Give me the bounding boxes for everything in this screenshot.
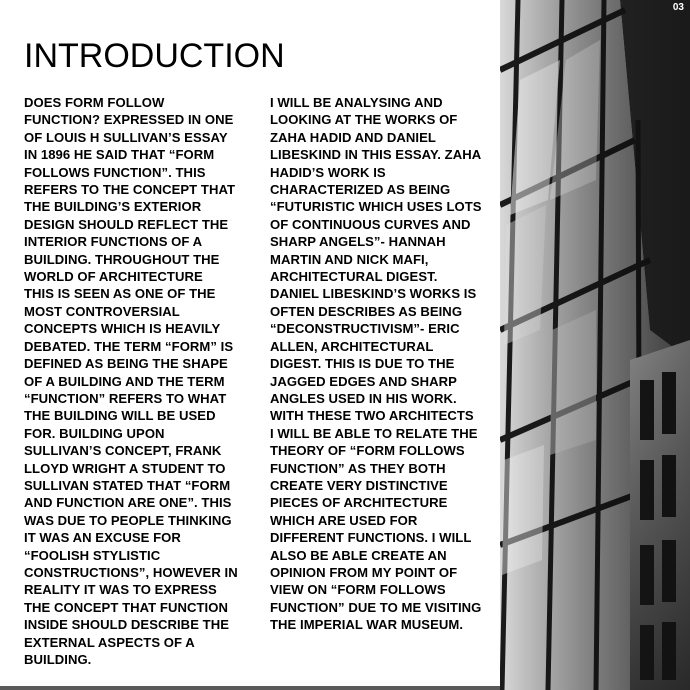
text-line: REFERS TO THE CONCEPT THAT — [24, 182, 236, 198]
text-line: OF LOUIS H SULLIVAN’S ESSAY — [24, 129, 228, 145]
building-facade-photo-icon — [500, 0, 690, 690]
text-line: WHICH ARE USED FOR — [270, 512, 418, 528]
text-line: ZAHA HADID AND DANIEL — [270, 129, 436, 145]
text-line: ARCHITECTURAL DIGEST. — [270, 269, 438, 285]
text-line: LOOKING AT THE WORKS OF — [270, 112, 458, 128]
intro-text-column-right — [270, 94, 498, 634]
text-line: “FOOLISH STYLISTIC — [24, 547, 161, 563]
text-line: IT WAS AN EXCUSE FOR — [24, 530, 181, 546]
text-line: THIS IS SEEN AS ONE OF THE — [24, 286, 216, 302]
text-line: CONCEPTS WHICH IS HEAVILY — [24, 321, 221, 337]
text-line: THE IMPERIAL WAR MUSEUM. — [270, 617, 464, 633]
text-line: INTERIOR FUNCTIONS OF A — [24, 234, 203, 250]
text-line: SHARP ANGELS”- HANNAH — [270, 234, 446, 250]
text-line: OF CONTINUOUS CURVES AND — [270, 216, 471, 232]
text-line: AND FUNCTION ARE ONE”. THIS — [24, 495, 232, 511]
text-line: DESIGN SHOULD REFLECT THE — [24, 216, 229, 232]
text-line: SULLIVAN’S CONCEPT, FRANK — [24, 443, 222, 459]
text-line: ANGLES USED IN HIS WORK. — [270, 390, 457, 406]
text-line: OPINION FROM MY POINT OF — [270, 564, 458, 580]
text-line: I WILL BE ABLE TO RELATE THE — [270, 425, 478, 441]
text-line: MOST CONTROVERSIAL — [24, 303, 180, 319]
building-facade-photo — [500, 0, 690, 690]
text-line: CONSTRUCTIONS”, HOWEVER IN — [24, 564, 238, 580]
text-line: DIGEST. THIS IS DUE TO THE — [270, 356, 455, 372]
text-line: FOLLOWS FUNCTION”. THIS — [24, 164, 206, 180]
text-line: ALLEN, ARCHITECTURAL — [270, 338, 434, 354]
text-line: OFTEN DESCRIBES AS BEING — [270, 303, 463, 319]
text-line: PIECES OF ARCHITECTURE — [270, 495, 448, 511]
text-line: WORLD OF ARCHITECTURE — [24, 269, 203, 285]
text-line: I WILL BE ANALYSING AND — [270, 95, 443, 110]
text-line: FOR. BUILDING UPON — [24, 425, 165, 441]
text-line: LIBESKIND IN THIS ESSAY. ZAHA — [270, 147, 482, 163]
text-line: CREATE VERY DISTINCTIVE — [270, 477, 448, 493]
text-line: REALITY IT WAS TO EXPRESS — [24, 582, 217, 598]
page-number: 03 — [672, 2, 684, 13]
text-line: LLOYD WRIGHT A STUDENT TO — [24, 460, 226, 476]
text-line: BUILDING. — [24, 652, 92, 667]
text-line: VIEW ON “FORM FOLLOWS — [270, 582, 446, 598]
text-line: DEBATED. THE TERM “FORM” IS — [24, 338, 234, 354]
text-line: THE CONCEPT THAT FUNCTION — [24, 599, 228, 615]
text-line: OF A BUILDING AND THE TERM — [24, 373, 225, 389]
text-line: DOES FORM FOLLOW — [24, 95, 165, 110]
text-line: HADID’S WORK IS — [270, 164, 386, 180]
text-line: THE BUILDING WILL BE USED — [24, 408, 216, 424]
text-line: DANIEL LIBESKIND’S WORKS IS — [270, 286, 477, 302]
text-line: INSIDE SHOULD DESCRIBE THE — [24, 617, 230, 633]
text-line: WAS DUE TO PEOPLE THINKING — [24, 512, 232, 528]
bottom-rule — [0, 686, 500, 690]
text-line: “DECONSTRUCTIVISM”- ERIC — [270, 321, 460, 337]
text-line: ALSO BE ABLE CREATE AN — [270, 547, 447, 563]
intro-text-column-left — [24, 94, 262, 668]
text-line: FUNCTION” DUE TO ME VISITING — [270, 599, 482, 615]
text-line: “FUNCTION” REFERS TO WHAT — [24, 390, 227, 406]
text-line: DEFINED AS BEING THE SHAPE — [24, 356, 228, 372]
text-line: EXTERNAL ASPECTS OF A — [24, 634, 195, 650]
text-line: THE BUILDING’S EXTERIOR — [24, 199, 202, 215]
text-line: SULLIVAN STATED THAT “FORM — [24, 477, 231, 493]
text-line: BUILDING. THROUGHOUT THE — [24, 251, 220, 267]
text-line: FUNCTION” AS THEY BOTH — [270, 460, 446, 476]
text-line: MARTIN AND NICK MAFI, — [270, 251, 429, 267]
text-line: WITH THESE TWO ARCHITECTS — [270, 408, 474, 424]
text-line: DIFFERENT FUNCTIONS. I WILL — [270, 530, 472, 546]
page-title: INTRODUCTION — [24, 37, 285, 75]
text-line: IN 1896 HE SAID THAT “FORM — [24, 147, 215, 163]
text-line: JAGGED EDGES AND SHARP — [270, 373, 457, 389]
text-line: FUNCTION? EXPRESSED IN ONE — [24, 112, 234, 128]
text-line: “FUTURISTIC WHICH USES LOTS — [270, 199, 482, 215]
text-line: THEORY OF “FORM FOLLOWS — [270, 443, 465, 459]
text-line: CHARACTERIZED AS BEING — [270, 182, 451, 198]
